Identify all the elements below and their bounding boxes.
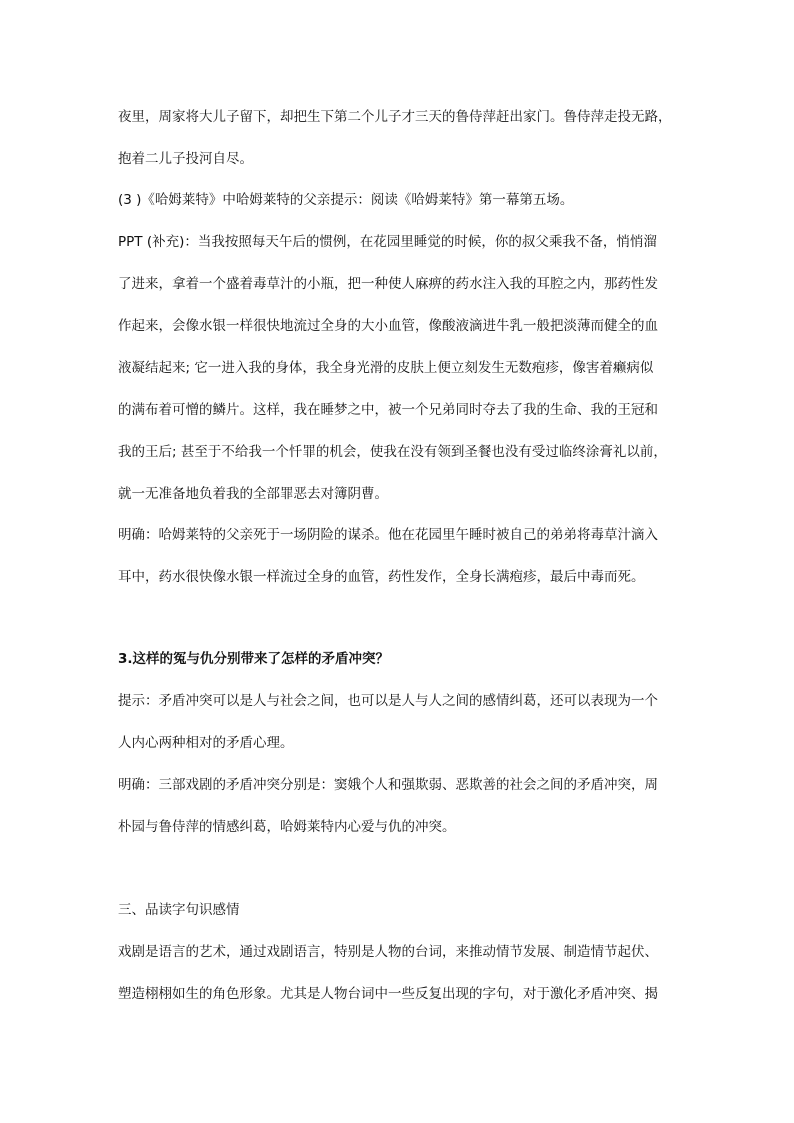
paragraph-line: 明确：哈姆莱特的父亲死于一场阴险的谋杀。他在花园里午睡时被自己的弟弟将毒草汁滴入 [118, 527, 658, 543]
paragraph-line: 提示：矛盾冲突可以是人与社会之间，也可以是人与人之间的感情纠葛，还可以表现为一个 [118, 693, 658, 709]
paragraph-line: (3 )《哈姆莱特》中哈姆莱特的父亲提示：阅读《哈姆莱特》第一幕第五场。 [118, 192, 574, 208]
paragraph-line: 我的王后; 甚至于不给我一个忏罪的机会，使我在没有领到圣餐也没有受过临终涂膏礼以前， [118, 444, 667, 460]
paragraph-line: 了进来，拿着一个盛着毒草汁的小瓶，把一种使人麻痹的药水注入我的耳腔之内，那药性发 [118, 276, 658, 292]
paragraph-line: 夜里，周家将大儿子留下，却把生下第二个儿子才三天的鲁侍萍赶出家门。鲁侍萍走投无路， [118, 109, 672, 125]
section-heading: 三、品读字句识感情 [118, 902, 240, 918]
paragraph-line: 朴园与鲁侍萍的情感纠葛，哈姆莱特内心爱与仇的冲突。 [118, 819, 456, 835]
paragraph-line: PPT (补充)：当我按照每天午后的惯例，在花园里睡觉的时候，你的叔父乘我不备，悄悄溜 [118, 234, 657, 250]
paragraph-line: 塑造栩栩如生的角色形象。尤其是人物台词中一些反复出现的字句，对于激化矛盾冲突、揭 [118, 986, 658, 1002]
paragraph-line: 耳中，药水很快像水银一样流过全身的血管，药性发作，全身长满疱疹，最后中毒而死。 [118, 569, 645, 585]
paragraph-line: 人内心两种相对的矛盾心理。 [118, 735, 294, 751]
paragraph-line: 戏剧是语言的艺术，通过戏剧语言，特别是人物的台词，来推动情节发展、制造情节起伏、 [118, 944, 658, 960]
section-question-heading: 3.这样的冤与仇分别带来了怎样的矛盾冲突？ [118, 651, 390, 667]
paragraph-line: 作起来，会像水银一样很快地流过全身的大小血管，像酸液滴进牛乳一般把淡薄而健全的血 [118, 318, 658, 334]
paragraph-line: 抱着二儿子投河自尽。 [118, 151, 253, 167]
paragraph-line: 液凝结起来; 它一进入我的身体，我全身光滑的皮肤上便立刻发生无数疱疹，像害着癞病似 [118, 360, 654, 376]
paragraph-line: 就一无准备地负着我的全部罪恶去对簿阴曹。 [118, 486, 388, 502]
paragraph-line: 明确：三部戏剧的矛盾冲突分别是：窦娥个人和强欺弱、恶欺善的社会之间的矛盾冲突，周 [118, 777, 658, 793]
paragraph-line: 的满布着可憎的鳞片。这样，我在睡梦之中，被一个兄弟同时夺去了我的生命、我的王冠和 [118, 402, 658, 418]
